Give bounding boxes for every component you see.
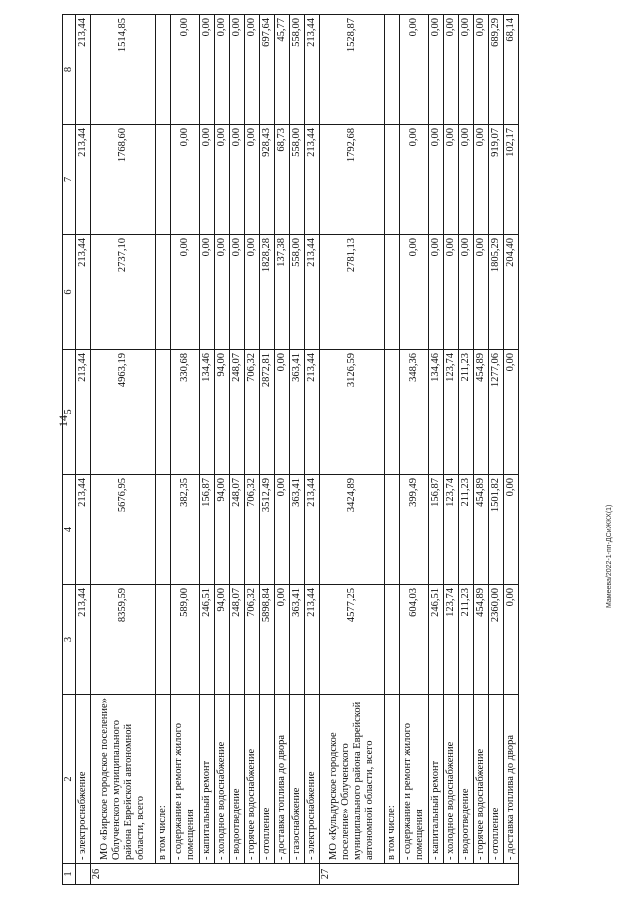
total-value: 1792,68 (320, 125, 385, 235)
column-number: 2 (63, 695, 76, 864)
empty-cell (156, 475, 171, 585)
table-row (504, 15, 519, 885)
value-cell: 204,40 (504, 235, 519, 350)
value-cell: 213,44 (76, 235, 91, 350)
value-cell: 706,32 (245, 585, 260, 695)
organization-row (320, 15, 385, 885)
table-row (489, 15, 504, 885)
value-cell: 0,00 (429, 15, 444, 125)
value-cell: 0,00 (230, 125, 245, 235)
table-row (305, 15, 320, 885)
value-cell: 5898,84 (260, 585, 275, 695)
total-value: 8359,59 (91, 585, 156, 695)
table-row (290, 15, 305, 885)
value-cell: 706,32 (245, 350, 260, 475)
organization-row (91, 15, 156, 885)
value-cell: 156,87 (429, 475, 444, 585)
value-cell: 0,00 (275, 475, 290, 585)
table-row (260, 15, 275, 885)
table-row (245, 15, 260, 885)
total-value: 1514,85 (91, 15, 156, 125)
value-cell: 213,44 (305, 475, 320, 585)
value-cell: 0,00 (504, 585, 519, 695)
value-cell: 399,49 (400, 475, 429, 585)
in-that-number-label: в том числе: (385, 695, 400, 864)
value-cell: 0,00 (504, 475, 519, 585)
row-label: - капитальный ремонт (429, 695, 444, 864)
row-label: - горячее водоснабжение (474, 695, 489, 864)
row-label: - содержание и ремонт жилого помещения (171, 695, 200, 864)
value-cell: 213,44 (305, 125, 320, 235)
value-cell: 1501,82 (489, 475, 504, 585)
value-cell: 0,00 (215, 125, 230, 235)
empty-cell (156, 235, 171, 350)
empty-cell (385, 475, 400, 585)
value-cell: 213,44 (305, 15, 320, 125)
total-value: 3126,59 (320, 350, 385, 475)
rotated-table-container (62, 14, 519, 885)
row-label: - электроснабжение (76, 695, 91, 864)
value-cell: 0,00 (474, 235, 489, 350)
value-cell: 919,07 (489, 125, 504, 235)
value-cell: 454,89 (474, 350, 489, 475)
value-cell: 68,14 (504, 15, 519, 125)
column-number: 4 (63, 475, 76, 585)
value-cell: 213,44 (305, 585, 320, 695)
row-number: 27 (320, 864, 519, 885)
value-cell: 363,41 (290, 475, 305, 585)
value-cell: 0,00 (459, 235, 474, 350)
empty-cell (385, 125, 400, 235)
value-cell: 248,07 (230, 585, 245, 695)
value-cell: 213,44 (76, 475, 91, 585)
value-cell: 0,00 (400, 125, 429, 235)
value-cell: 213,44 (76, 585, 91, 695)
value-cell: 558,00 (290, 235, 305, 350)
value-cell: 0,00 (474, 15, 489, 125)
empty-cell (385, 585, 400, 695)
table-row (275, 15, 290, 885)
column-number: 8 (63, 15, 76, 125)
value-cell: 697,64 (260, 15, 275, 125)
value-cell: 0,00 (171, 15, 200, 125)
table-row (459, 15, 474, 885)
tariff-table (62, 14, 519, 885)
value-cell: 211,23 (459, 350, 474, 475)
table-row (474, 15, 489, 885)
value-cell: 68,73 (275, 125, 290, 235)
row-number: 26 (91, 864, 320, 885)
value-cell: 0,00 (171, 235, 200, 350)
value-cell: 1277,06 (489, 350, 504, 475)
table-row (444, 15, 459, 885)
value-cell: 213,44 (305, 235, 320, 350)
value-cell: 363,41 (290, 585, 305, 695)
value-cell: 3512,49 (260, 475, 275, 585)
table-row (76, 15, 91, 885)
row-label: - водоотведение (230, 695, 245, 864)
table-body (63, 15, 519, 885)
value-cell: 123,74 (444, 585, 459, 695)
total-value: 4577,25 (320, 585, 385, 695)
value-cell: 604,03 (400, 585, 429, 695)
row-label: - водоотведение (459, 695, 474, 864)
value-cell: 94,00 (215, 585, 230, 695)
row-label: - холодное водоснабжение (215, 695, 230, 864)
value-cell: 558,00 (290, 125, 305, 235)
empty-cell (385, 235, 400, 350)
value-cell: 589,00 (171, 585, 200, 695)
table-row (171, 15, 200, 885)
column-number: 3 (63, 585, 76, 695)
value-cell: 0,00 (245, 235, 260, 350)
subtitle-row (156, 15, 171, 885)
value-cell: 123,74 (444, 350, 459, 475)
row-label: - холодное водоснабжение (444, 695, 459, 864)
value-cell: 0,00 (275, 585, 290, 695)
value-cell: 1805,29 (489, 235, 504, 350)
value-cell: 0,00 (275, 350, 290, 475)
value-cell: 211,23 (459, 475, 474, 585)
empty-cell (156, 15, 171, 125)
value-cell: 2872,81 (260, 350, 275, 475)
row-label: - горячее водоснабжение (245, 695, 260, 864)
row-label: - газоснабжение (290, 695, 305, 864)
value-cell: 0,00 (200, 235, 215, 350)
table-row (230, 15, 245, 885)
column-number: 1 (63, 864, 76, 885)
value-cell: 102,17 (504, 125, 519, 235)
value-cell: 0,00 (200, 15, 215, 125)
value-cell: 248,07 (230, 350, 245, 475)
row-label: - электроснабжение (305, 695, 320, 864)
value-cell: 0,00 (230, 235, 245, 350)
value-cell: 382,35 (171, 475, 200, 585)
value-cell: 246,51 (429, 585, 444, 695)
table-row (429, 15, 444, 885)
value-cell: 0,00 (245, 125, 260, 235)
empty-cell (385, 15, 400, 125)
value-cell: 0,00 (230, 15, 245, 125)
value-cell: 689,29 (489, 15, 504, 125)
value-cell: 558,00 (290, 15, 305, 125)
in-that-number-label: в том числе: (156, 695, 171, 864)
value-cell: 134,46 (200, 350, 215, 475)
value-cell: 0,00 (429, 125, 444, 235)
table-row (200, 15, 215, 885)
empty-cell (156, 585, 171, 695)
value-cell: 137,38 (275, 235, 290, 350)
row-label: - отопление (260, 695, 275, 864)
value-cell: 1828,28 (260, 235, 275, 350)
value-cell: 0,00 (429, 235, 444, 350)
row-label: - доставка топлива до двора (275, 695, 290, 864)
table-row (215, 15, 230, 885)
value-cell: 0,00 (215, 15, 230, 125)
value-cell: 0,00 (444, 235, 459, 350)
value-cell: 213,44 (76, 125, 91, 235)
total-value: 1768,60 (91, 125, 156, 235)
value-cell: 0,00 (444, 15, 459, 125)
value-cell: 0,00 (200, 125, 215, 235)
row-label: - отопление (489, 695, 504, 864)
column-number: 6 (63, 235, 76, 350)
value-cell: 94,00 (215, 475, 230, 585)
value-cell: 0,00 (444, 125, 459, 235)
value-cell: 928,43 (260, 125, 275, 235)
value-cell: 0,00 (400, 235, 429, 350)
value-cell: 213,44 (76, 15, 91, 125)
empty-cell (156, 125, 171, 235)
total-value: 5676,95 (91, 475, 156, 585)
total-value: 1528,87 (320, 15, 385, 125)
row-label: - капитальный ремонт (200, 695, 215, 864)
value-cell: 94,00 (215, 350, 230, 475)
value-cell: 0,00 (400, 15, 429, 125)
value-cell: 123,74 (444, 475, 459, 585)
value-cell: 0,00 (459, 125, 474, 235)
value-cell: 706,32 (245, 475, 260, 585)
row-number-cell (76, 864, 91, 885)
value-cell: 213,44 (76, 350, 91, 475)
value-cell: 0,00 (474, 125, 489, 235)
value-cell: 0,00 (215, 235, 230, 350)
total-value: 4963,19 (91, 350, 156, 475)
value-cell: 246,51 (200, 585, 215, 695)
value-cell: 0,00 (459, 15, 474, 125)
value-cell: 211,23 (459, 585, 474, 695)
organization-name: МО «Бирское городское поселение» Облученского муниципального района Еврейской автономной области, всего (91, 695, 156, 864)
value-cell: 454,89 (474, 475, 489, 585)
value-cell: 0,00 (245, 15, 260, 125)
subtitle-row (385, 15, 400, 885)
value-cell: 156,87 (200, 475, 215, 585)
value-cell: 0,00 (171, 125, 200, 235)
value-cell: 2360,00 (489, 585, 504, 695)
value-cell: 348,36 (400, 350, 429, 475)
total-value: 3424,89 (320, 475, 385, 585)
value-cell: 248,07 (230, 475, 245, 585)
organization-name: МО «Кульдурское городское поселение» Облученского муниципального района Еврейской автономной области, всего (320, 695, 385, 864)
value-cell: 134,46 (429, 350, 444, 475)
empty-cell (156, 350, 171, 475)
total-value: 2781,13 (320, 235, 385, 350)
value-cell: 0,00 (504, 350, 519, 475)
page-number: 14 (56, 415, 70, 427)
document-watermark: Мамеева/2022-1-пп-ДСиЖКХ(1) (606, 504, 613, 608)
header-row (63, 15, 76, 885)
value-cell: 213,44 (305, 350, 320, 475)
value-cell: 330,68 (171, 350, 200, 475)
empty-cell (385, 350, 400, 475)
table-row (400, 15, 429, 885)
row-label: - доставка топлива до двора (504, 695, 519, 864)
total-value: 2737,10 (91, 235, 156, 350)
column-number: 5 (63, 350, 76, 475)
column-number: 7 (63, 125, 76, 235)
value-cell: 45,77 (275, 15, 290, 125)
value-cell: 454,89 (474, 585, 489, 695)
value-cell: 363,41 (290, 350, 305, 475)
row-label: - содержание и ремонт жилого помещения (400, 695, 429, 864)
